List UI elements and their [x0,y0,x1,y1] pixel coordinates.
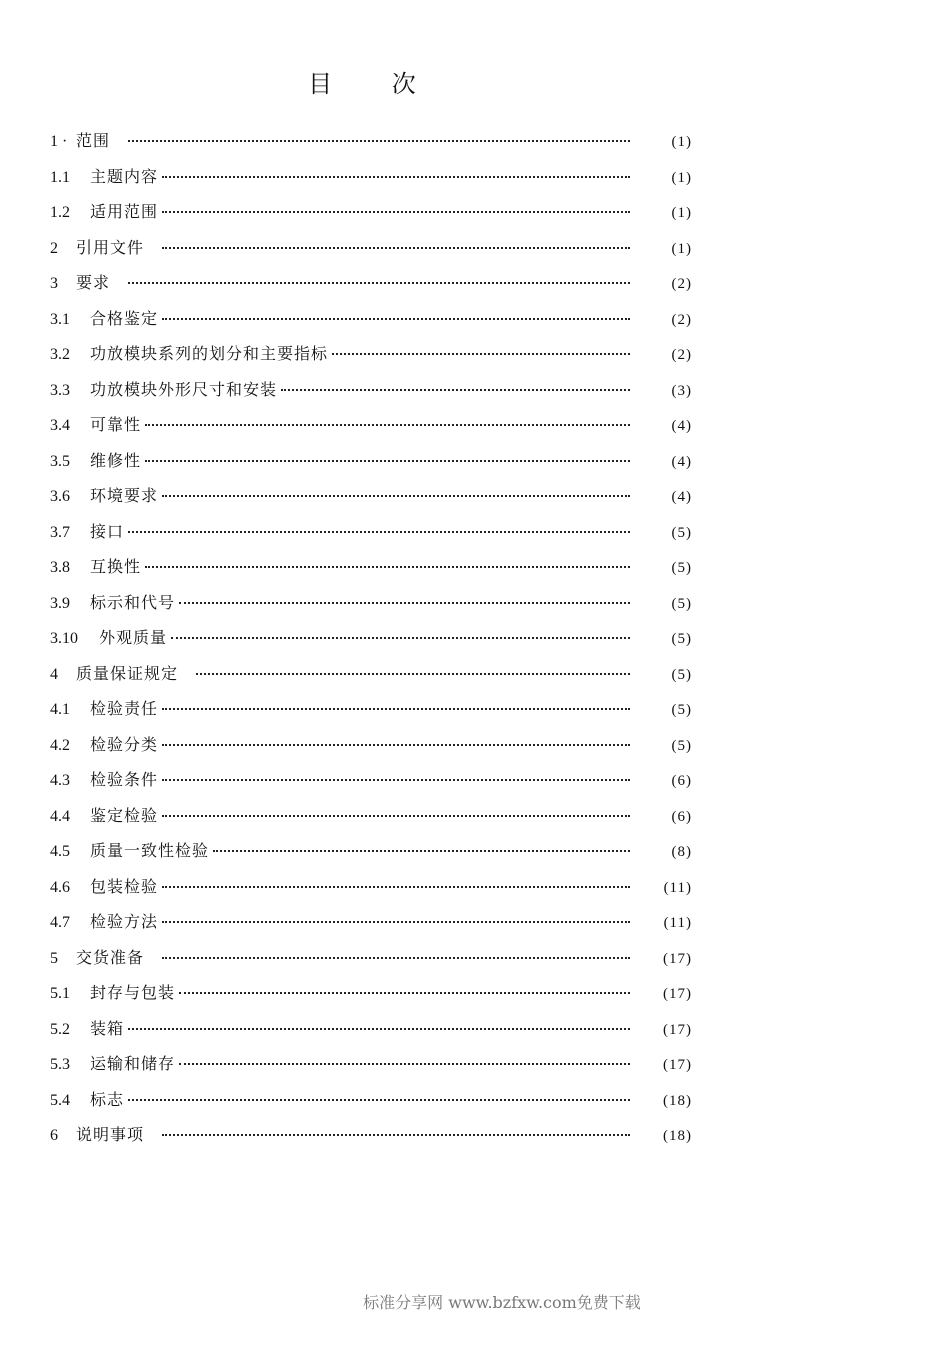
toc-entry-page: (11) [663,879,692,896]
toc-leader-dots [162,494,630,497]
toc-leader-dots [128,1027,630,1030]
toc-entry [50,549,692,585]
toc-entry-label: 封存与包装 [90,983,176,1002]
toc-entry-page: (5) [671,702,692,718]
toc-entry-number: 4 [50,665,58,683]
toc-entry [50,230,692,266]
footer-watermark: 标准分享网 www.bzfxw.com免费下载 [363,1293,641,1312]
toc-leader-dots [145,565,630,568]
toc-entry-number: 5.3 [50,1056,70,1073]
toc-entry-number: 2 [50,239,58,257]
toc-entry-page: (6) [671,773,692,789]
toc-entry-page: (17) [663,1057,692,1073]
toc-entry-label: 主题内容 [90,166,159,186]
toc-entry-page: (5) [671,737,692,754]
toc-entry-label: 维修性 [90,450,142,470]
toc-entry-page: (17) [663,986,692,1002]
toc-entry-label: 检验条件 [90,770,159,789]
toc-entry-page: (3) [671,382,692,399]
toc-entry-label: 包装检验 [90,876,159,896]
toc-entry-page: (2) [671,276,692,292]
toc-leader-dots [162,210,630,213]
toc-leader-dots [179,1062,630,1065]
toc-entry-label: 标志 [90,1089,125,1109]
toc-entry-number: 1.1 [50,168,70,186]
toc-leader-dots [162,778,630,781]
toc-entry [50,1011,692,1047]
toc-entry [50,727,692,763]
toc-entry-page: (1) [671,134,692,150]
toc-entry [50,443,692,479]
toc-entry-label: 接口 [90,521,125,541]
toc-entry-label: 质量一致性检验 [90,841,210,860]
toc-entry-label: 装箱 [90,1018,125,1038]
toc-entry-page: (8) [671,844,692,860]
toc-entry-page: (11) [663,915,692,931]
toc-entry-number: 5.4 [50,1091,70,1109]
toc-leader-dots [281,388,630,391]
toc-entry-label: 检验分类 [90,734,159,754]
toc-entry-label: 适用范围 [90,202,159,221]
toc-entry-number: 4.4 [50,807,70,825]
toc-entry-label: 环境要求 [90,486,159,505]
toc-entry-label: 标示和代号 [90,592,176,612]
toc-leader-dots [196,672,630,675]
toc-leader-dots [128,530,630,533]
toc-entry-number: 4.2 [50,736,70,754]
toc-entry [50,762,692,798]
toc-entry [50,585,692,621]
toc-entry [50,975,692,1011]
toc-leader-dots [171,636,630,639]
toc-title: 目 次 [308,70,442,98]
toc-entry-page: (17) [663,950,692,967]
toc-leader-dots [145,423,630,426]
toc-entry-label: 互换性 [90,557,142,576]
toc-entry-page: (18) [663,1128,692,1144]
toc-leader-dots [162,814,630,817]
toc-entry-label: 鉴定检验 [90,805,159,825]
toc-entry-number: 4.7 [50,914,70,931]
toc-entry-page: (4) [671,418,692,434]
toc-entry-page: (4) [671,453,692,470]
toc-entry-number: 3.6 [50,488,70,505]
toc-entry [50,336,692,372]
toc-entry [50,1082,692,1118]
toc-entry-number: 1 · [50,133,68,150]
toc-entry-number: 4.5 [50,843,70,860]
toc-entry [50,514,692,550]
toc-entry-label: 说明事项 [76,1125,145,1144]
toc-entry-label: 外观质量 [99,628,168,647]
toc-leader-dots [162,317,630,320]
toc-leader-dots [128,1098,630,1101]
toc-leader-dots [162,743,630,746]
toc-entry [50,407,692,443]
toc-entry [50,372,692,408]
toc-entry-label: 交货准备 [76,947,145,967]
toc-entry-page: (2) [671,311,692,328]
toc-entry-page: (5) [671,595,692,612]
toc-entry [50,301,692,337]
toc-leader-dots [162,707,630,710]
toc-entry-number: 3.3 [50,381,70,399]
toc-entry-number: 3.10 [50,630,78,647]
toc-entry-page: (1) [671,240,692,257]
toc-entry-number: 4.1 [50,701,70,718]
toc-leader-dots [162,920,630,923]
toc-entry-number: 5.2 [50,1020,70,1038]
toc-entry-label: 范围 [76,131,111,150]
toc-entry [50,159,692,195]
toc-entry [50,620,692,656]
toc-entry [50,691,692,727]
toc-entry-page: (17) [663,1021,692,1038]
toc-entry-number: 6 [50,1127,58,1144]
toc-leader-dots [213,849,630,852]
toc-entry-number: 4.3 [50,772,70,789]
toc-entry [50,656,692,692]
toc-entry-number: 3.4 [50,417,70,434]
toc-entry [50,1046,692,1082]
toc-entry-label: 合格鉴定 [90,308,159,328]
toc-entry-label: 质量保证规定 [76,663,179,683]
toc-entry-label: 检验方法 [90,912,159,931]
toc-entry [50,869,692,905]
toc-entry [50,1117,692,1153]
toc-entry [50,904,692,940]
toc-entry [50,798,692,834]
toc-entry-page: (5) [671,666,692,683]
toc-leader-dots [332,352,630,355]
toc-entry [50,123,692,159]
toc-entry-page: (4) [671,489,692,505]
toc-entry-number: 3.1 [50,310,70,328]
toc-entry-page: (5) [671,560,692,576]
toc-leader-dots [179,991,630,994]
toc-entry-page: (2) [671,347,692,363]
table-of-contents [50,123,692,1153]
toc-entry-page: (5) [671,524,692,541]
toc-entry-label: 功放模块外形尺寸和安装 [90,379,278,399]
toc-entry-page: (1) [671,169,692,186]
toc-entry [50,478,692,514]
toc-leader-dots [162,246,630,249]
toc-entry-number: 3.5 [50,452,70,470]
toc-entry-label: 可靠性 [90,415,142,434]
toc-entry-number: 3.7 [50,523,70,541]
toc-leader-dots [128,139,630,142]
toc-entry [50,194,692,230]
toc-leader-dots [128,281,630,284]
toc-entry-number: 3.2 [50,346,70,363]
toc-entry-number: 4.6 [50,878,70,896]
toc-leader-dots [162,956,630,959]
toc-entry-label: 功放模块系列的划分和主要指标 [90,344,329,363]
toc-leader-dots [162,885,630,888]
toc-entry-label: 引用文件 [76,237,145,257]
toc-leader-dots [162,175,630,178]
toc-entry-number: 3 [50,275,58,292]
toc-entry-number: 3.8 [50,559,70,576]
toc-entry-page: (5) [671,631,692,647]
toc-entry-label: 运输和储存 [90,1054,176,1073]
toc-entry-label: 要求 [76,273,111,292]
toc-leader-dots [145,459,630,462]
toc-entry-page: (1) [671,205,692,221]
toc-entry-page: (18) [663,1092,692,1109]
toc-entry [50,833,692,869]
toc-entry-number: 1.2 [50,204,70,221]
toc-entry-page: (6) [671,808,692,825]
toc-entry-number: 5.1 [50,985,70,1002]
toc-entry-number: 5 [50,949,58,967]
toc-entry [50,940,692,976]
toc-entry-label: 检验责任 [90,699,159,718]
toc-entry-number: 3.9 [50,594,70,612]
toc-leader-dots [179,601,630,604]
toc-leader-dots [162,1133,630,1136]
toc-entry [50,265,692,301]
